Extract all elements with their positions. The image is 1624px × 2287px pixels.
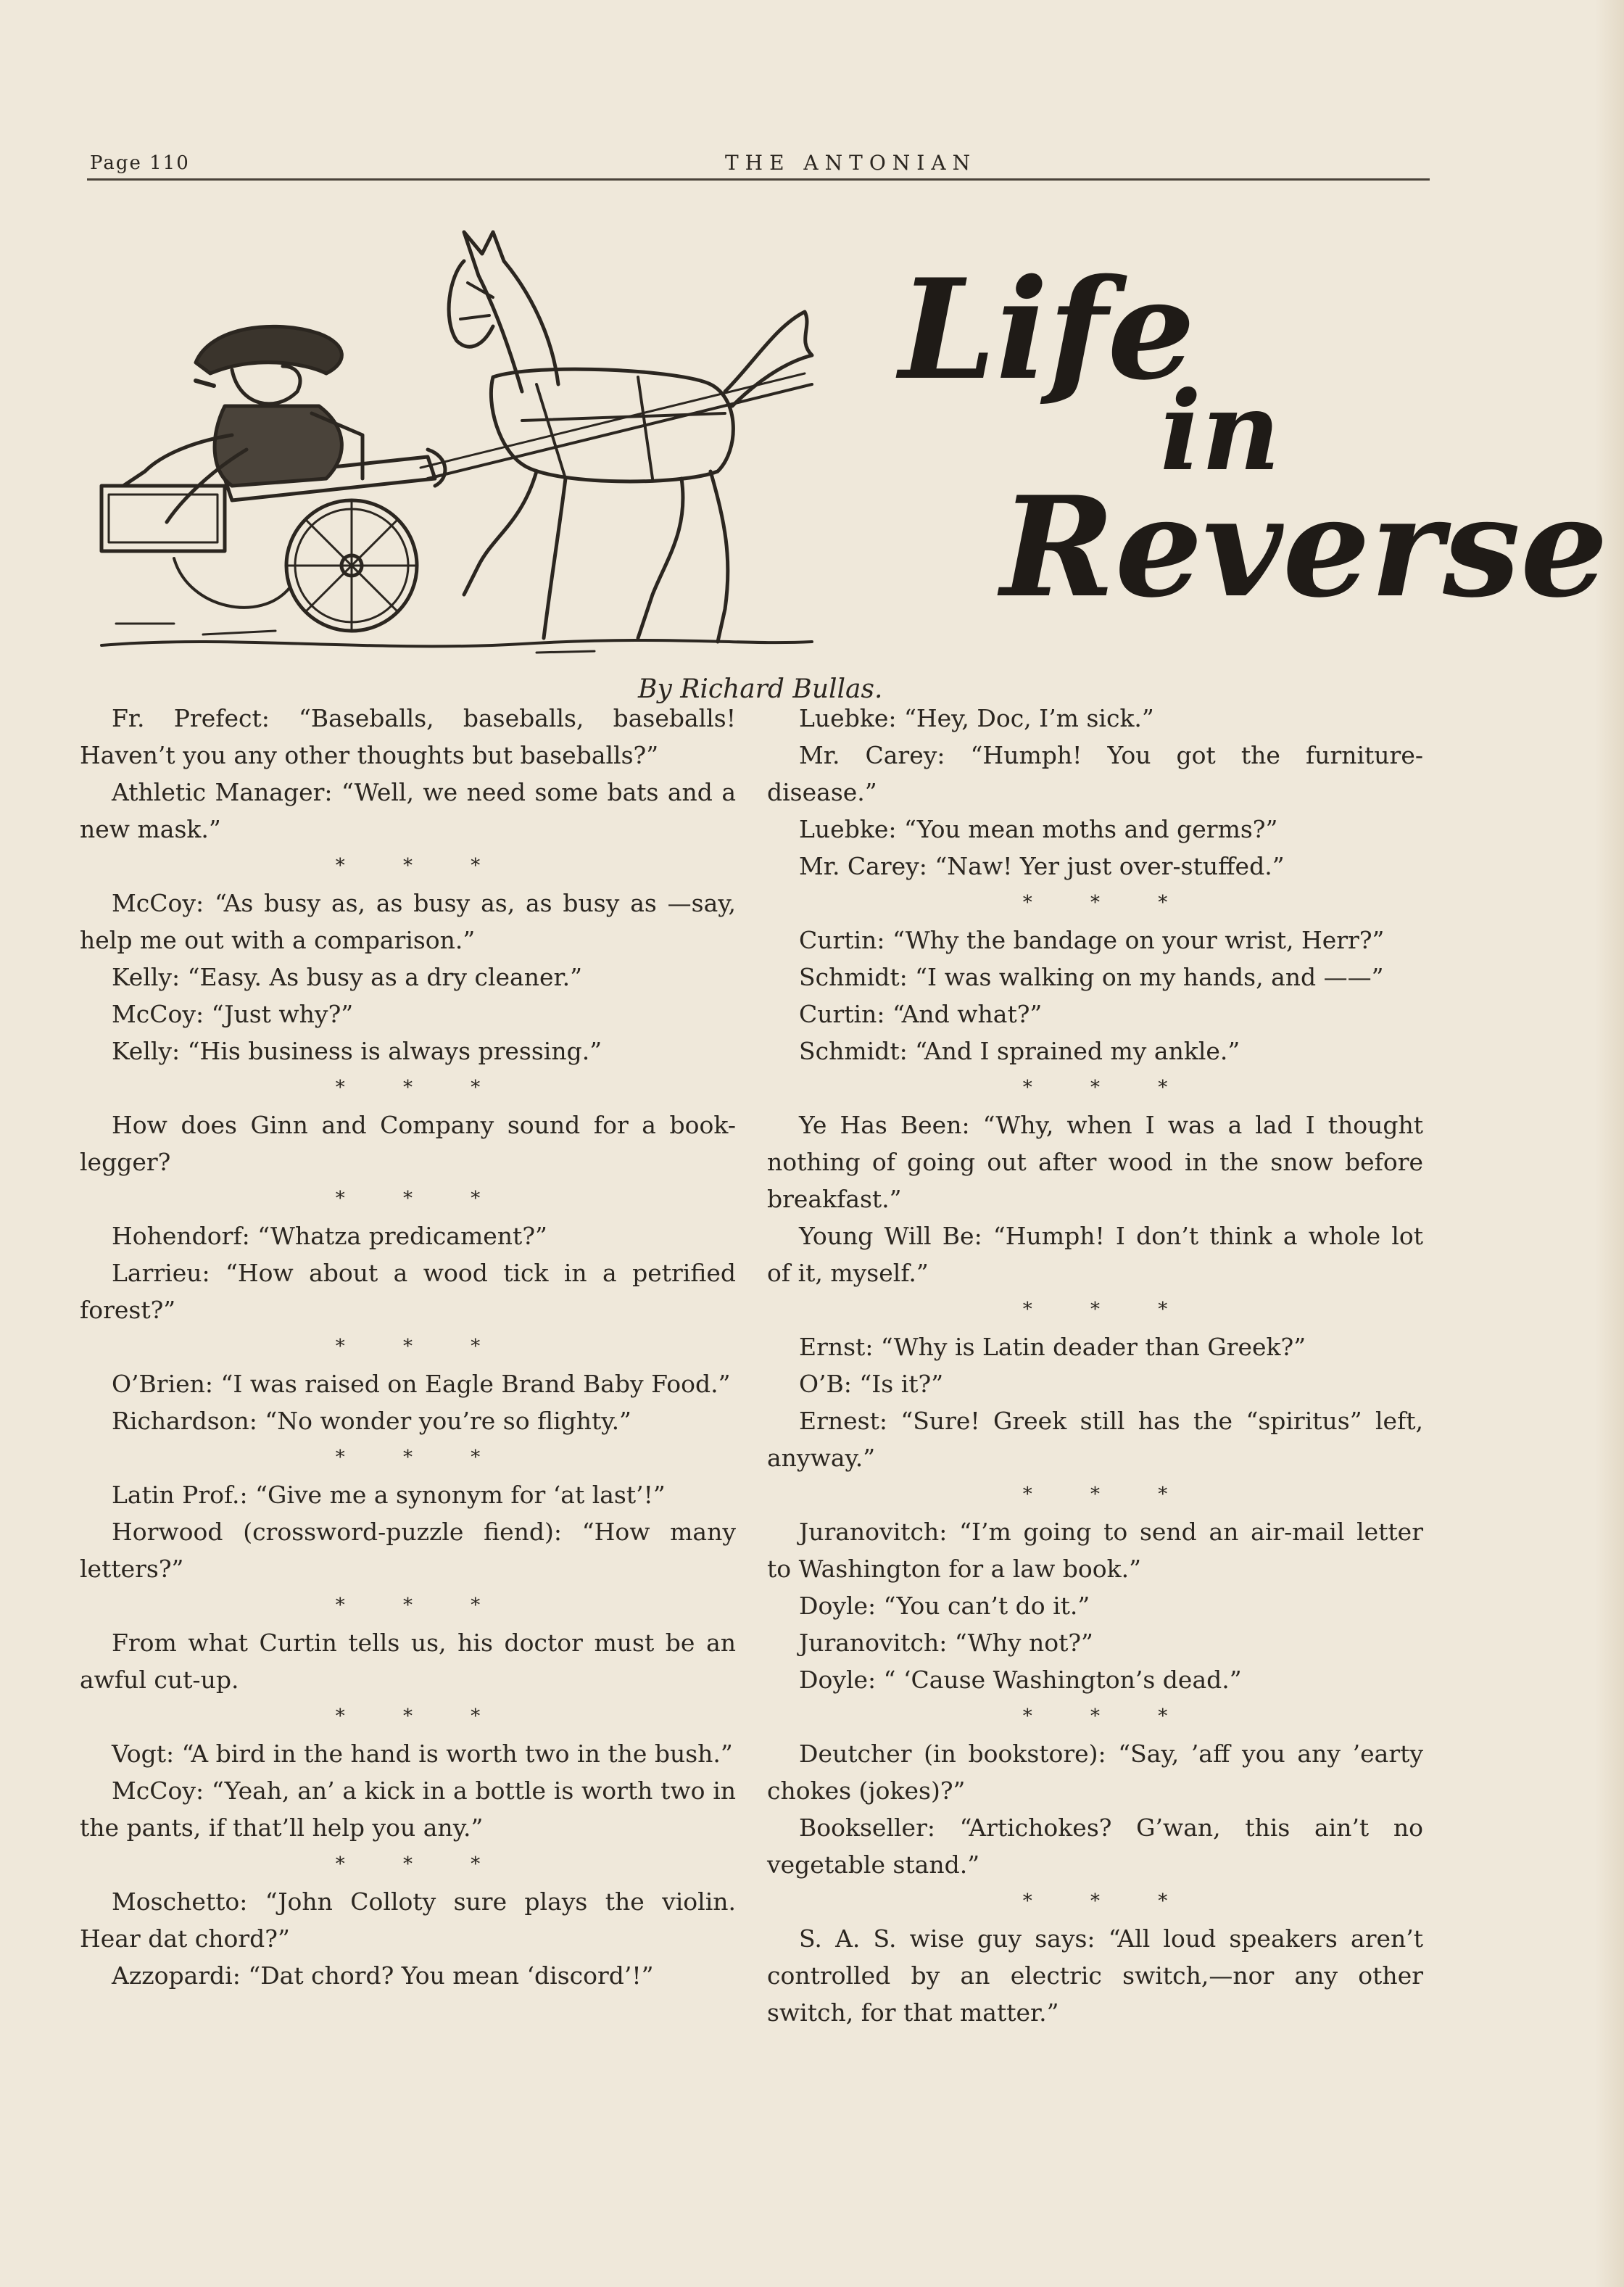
joke-paragraph: Ye Has Been: “Why, when I was a lad I thought nothing of going out after wood in the snow before breakfast.” xyxy=(767,1111,1423,1213)
joke-paragraph: Deutcher (in bookstore): “Say, ’aff you any ’earty chokes (jokes)?” xyxy=(767,1740,1423,1805)
joke-paragraph: Curtin: “And what?” xyxy=(799,1000,1043,1028)
joke-separator: * * * xyxy=(335,1853,507,1875)
joke-separator: * * * xyxy=(335,1077,507,1099)
joke-paragraph: Latin Prof.: “Give me a synonym for ‘at last’!” xyxy=(112,1481,666,1509)
joke-paragraph: Athletic Manager: “Well, we need some bats and a new mask.” xyxy=(80,778,736,843)
page-edge xyxy=(1595,0,1624,2287)
joke-paragraph: Kelly: “His business is always pressing.” xyxy=(112,1037,602,1065)
joke-paragraph: Moschetto: “John Colloty sure plays the violin. Hear dat chord?” xyxy=(80,1887,736,1953)
joke-paragraph: O’B: “Is it?” xyxy=(799,1370,944,1398)
joke-paragraph: Juranovitch: “I’m going to send an air-mail letter to Washington for a law book.” xyxy=(767,1518,1423,1583)
joke-paragraph: Kelly: “Easy. As busy as a dry cleaner.” xyxy=(112,963,582,991)
page-number: Page 110 xyxy=(90,152,190,174)
joke-separator: * * * xyxy=(335,1447,507,1468)
joke-paragraph: McCoy: “Yeah, an’ a kick in a bottle is worth two in the pants, if that’ll help you any.” xyxy=(80,1777,736,1842)
joke-paragraph: Luebke: “You mean moths and germs?” xyxy=(799,815,1278,843)
joke-separator: * * * xyxy=(1022,1299,1194,1320)
joke-paragraph: Schmidt: “I was walking on my hands, and ——” xyxy=(799,963,1384,991)
joke-separator: * * * xyxy=(335,855,507,877)
byline: By Richard Bullas. xyxy=(638,674,883,704)
joke-paragraph: How does Ginn and Company sound for a book-legger? xyxy=(80,1111,736,1176)
magazine-title: THE ANTONIAN xyxy=(725,151,977,175)
joke-separator: * * * xyxy=(335,1705,507,1727)
joke-paragraph: Luebke: “Hey, Doc, I’m sick.” xyxy=(799,704,1154,732)
joke-paragraph: Schmidt: “And I sprained my ankle.” xyxy=(799,1037,1240,1065)
joke-paragraph: Richardson: “No wonder you’re so flighty.” xyxy=(112,1407,631,1435)
joke-paragraph: Hohendorf: “Whatza predicament?” xyxy=(112,1222,547,1250)
page-header xyxy=(87,149,1430,181)
joke-paragraph: McCoy: “Just why?” xyxy=(112,1000,354,1028)
joke-separator: * * * xyxy=(335,1188,507,1209)
joke-paragraph: Mr. Carey: “Naw! Yer just over-stuffed.” xyxy=(799,852,1285,880)
joke-paragraph: Curtin: “Why the bandage on your wrist, Herr?” xyxy=(799,926,1385,954)
horse-cart-illustration xyxy=(87,218,826,667)
joke-separator: * * * xyxy=(1022,1077,1194,1099)
title-in: in xyxy=(1160,368,1281,495)
left-column xyxy=(80,700,736,1994)
joke-paragraph: Ernst: “Why is Latin deader than Greek?” xyxy=(799,1333,1306,1361)
joke-separator: * * * xyxy=(335,1595,507,1616)
joke-paragraph: Doyle: “You can’t do it.” xyxy=(799,1592,1090,1620)
title-reverse: Reverse xyxy=(1000,466,1609,628)
joke-paragraph: Mr. Carey: “Humph! You got the furniture-disease.” xyxy=(767,741,1423,806)
joke-paragraph: Doyle: “ ‘Cause Washington’s dead.” xyxy=(799,1666,1242,1694)
joke-paragraph: Young Will Be: “Humph! I don’t think a whole lot of it, myself.” xyxy=(767,1222,1423,1287)
right-column xyxy=(767,700,1423,2031)
joke-paragraph: From what Curtin tells us, his doctor must be an awful cut-up. xyxy=(80,1629,736,1694)
title-life: Life xyxy=(899,249,1196,410)
joke-paragraph: Ernest: “Sure! Greek still has the “spiritus” left, anyway.” xyxy=(767,1407,1423,1472)
joke-separator: * * * xyxy=(335,1336,507,1357)
joke-paragraph: Juranovitch: “Why not?” xyxy=(799,1629,1093,1657)
joke-separator: * * * xyxy=(1022,1705,1194,1727)
joke-separator: * * * xyxy=(1022,1484,1194,1505)
joke-paragraph: Fr. Prefect: “Baseballs, baseballs, baseballs! Haven’t you any other thoughts but baseballs?” xyxy=(80,704,736,769)
joke-paragraph: McCoy: “As busy as, as busy as, as busy as —say, help me out with a comparison.” xyxy=(80,889,736,954)
joke-separator: * * * xyxy=(1022,1890,1194,1912)
joke-paragraph: O’Brien: “I was raised on Eagle Brand Baby Food.” xyxy=(112,1370,731,1398)
joke-paragraph: Larrieu: “How about a wood tick in a petrified forest?” xyxy=(80,1259,736,1324)
joke-paragraph: Bookseller: “Artichokes? G’wan, this ain’t no vegetable stand.” xyxy=(767,1814,1423,1879)
joke-paragraph: S. A. S. wise guy says: “All loud speakers aren’t controlled by an electric switch,—nor any other switch, for that matter.” xyxy=(767,1924,1423,2027)
joke-separator: * * * xyxy=(1022,892,1194,914)
joke-paragraph: Azzopardi: “Dat chord? You mean ‘discord’!” xyxy=(112,1961,654,1990)
joke-paragraph: Vogt: “A bird in the hand is worth two in the bush.” xyxy=(112,1740,733,1768)
joke-paragraph: Horwood (crossword-puzzle fiend): “How many letters?” xyxy=(80,1518,736,1583)
